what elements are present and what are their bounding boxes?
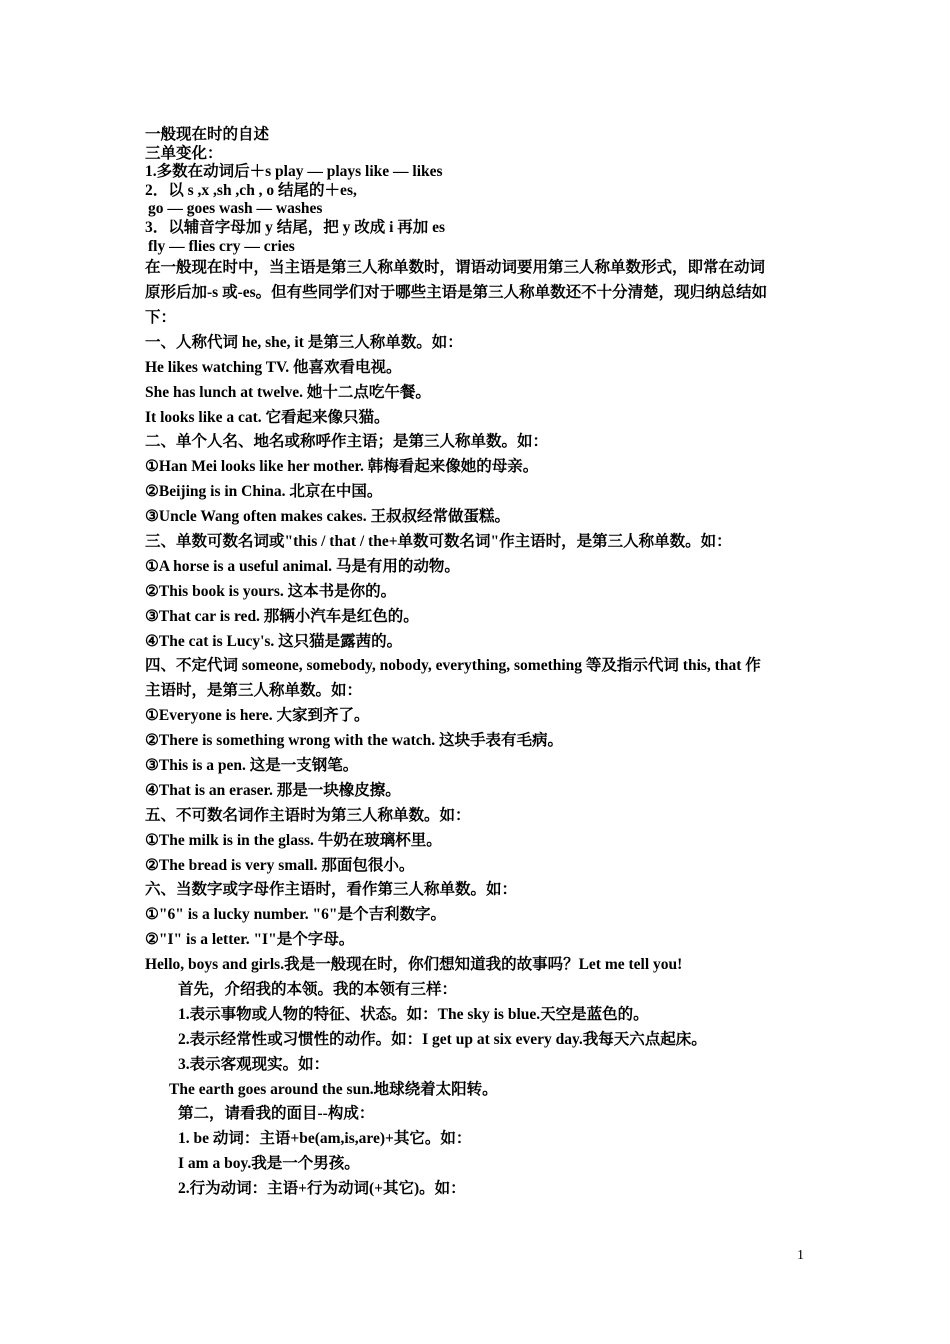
section-heading: 三、单数可数名词或"this / that / the+单数可数名词"作主语时，是第三人称单数。如： <box>145 532 732 550</box>
paragraph-line: Hello, boys and girls.我是一般现在时，你们想知道我的故事吗？Let me tell you! <box>145 956 683 974</box>
example-line: ④That is an eraser. 那是一块橡皮擦。 <box>145 781 401 799</box>
section-heading: 三单变化： <box>145 144 223 162</box>
paragraph-line: 下： <box>145 308 177 326</box>
example-line: ③Uncle Wang often makes cakes. 王叔叔经常做蛋糕。 <box>145 508 510 526</box>
example-line: ①The milk is in the glass. 牛奶在玻璃杯里。 <box>145 831 442 849</box>
example-line: ②There is something wrong with the watch. 这块手表有毛病。 <box>145 732 564 750</box>
example-line: She has lunch at twelve. 她十二点吃午餐。 <box>145 383 431 401</box>
paragraph-line: 首先，介绍我的本领。我的本领有三样： <box>178 980 458 998</box>
document-body <box>145 126 815 1202</box>
example-line: go — goes wash — washes <box>148 200 323 218</box>
example-line: ②This book is yours. 这本书是你的。 <box>145 582 397 600</box>
paragraph-line: 2.行为动词：主语+行为动词(+其它)。如： <box>178 1180 466 1198</box>
example-line: ②"I" is a letter. "I"是个字母。 <box>145 931 355 949</box>
paragraph-line: 3.表示客观现实。如： <box>178 1055 330 1073</box>
example-line: I am a boy.我是一个男孩。 <box>178 1155 360 1173</box>
section-heading: 五、不可数名词作主语时为第三人称单数。如： <box>145 806 471 824</box>
example-line: ①A horse is a useful animal. 马是有用的动物。 <box>145 557 460 575</box>
example-line: It looks like a cat. 它看起来像只猫。 <box>145 408 390 426</box>
paragraph-line: 2.表示经常性或习惯性的动作。如：I get up at six every day.我每天六点起床。 <box>178 1030 707 1048</box>
paragraph-line: 1. be 动词：主语+be(am,is,are)+其它。如： <box>178 1130 472 1148</box>
example-line: ③This is a pen. 这是一支钢笔。 <box>145 756 359 774</box>
paragraph-line: 1.表示事物或人物的特征、状态。如：The sky is blue.天空是蓝色的。 <box>178 1005 649 1023</box>
section-heading: 主语时，是第三人称单数。如： <box>145 682 363 700</box>
paragraph-line: 第二，请看我的面目--构成： <box>178 1105 375 1123</box>
section-heading: 一、人称代词 he, she, it 是第三人称单数。如： <box>145 333 463 351</box>
page-number: 1 <box>797 1248 804 1263</box>
example-line: ②The bread is very small. 那面包很小。 <box>145 856 415 874</box>
section-heading: 六、当数字或字母作主语时，看作第三人称单数。如： <box>145 881 518 899</box>
rule-line: 2．以 s ,x ,sh ,ch , o 结尾的＋es, <box>145 181 357 199</box>
paragraph-line: 在一般现在时中，当主语是第三人称单数时，谓语动词要用第三人称单数形式，即常在动词 <box>145 259 766 277</box>
example-line: ①Everyone is here. 大家到齐了。 <box>145 707 370 725</box>
rule-line: 1.多数在动词后＋s play — plays like — likes <box>145 163 443 181</box>
section-heading: 四、不定代词 someone, somebody, nobody, everything, something 等及指示代词 this, that 作 <box>145 657 761 675</box>
rule-line: 3．以辅音字母加 y 结尾，把 y 改成 i 再加 es <box>145 218 446 236</box>
example-line: ①Han Mei looks like her mother. 韩梅看起来像她的母亲。 <box>145 458 539 476</box>
example-line: He likes watching TV. 他喜欢看电视。 <box>145 358 402 376</box>
section-heading: 二、单个人名、地名或称呼作主语；是第三人称单数。如： <box>145 433 549 451</box>
example-line: ①"6" is a lucky number. "6"是个吉利数字。 <box>145 906 446 924</box>
example-line: fly — flies cry — cries <box>148 237 295 255</box>
paragraph-line: 原形后加-s 或-es。但有些同学们对于哪些主语是第三人称单数还不十分清楚，现归纳总结如 <box>145 284 768 302</box>
example-line: The earth goes around the sun.地球绕着太阳转。 <box>169 1080 498 1098</box>
example-line: ②Beijing is in China. 北京在中国。 <box>145 483 383 501</box>
example-line: ④The cat is Lucy's. 这只猫是露茜的。 <box>145 632 403 650</box>
document-title: 一般现在时的自述 <box>145 126 270 143</box>
example-line: ③That car is red. 那辆小汽车是红色的。 <box>145 607 419 625</box>
